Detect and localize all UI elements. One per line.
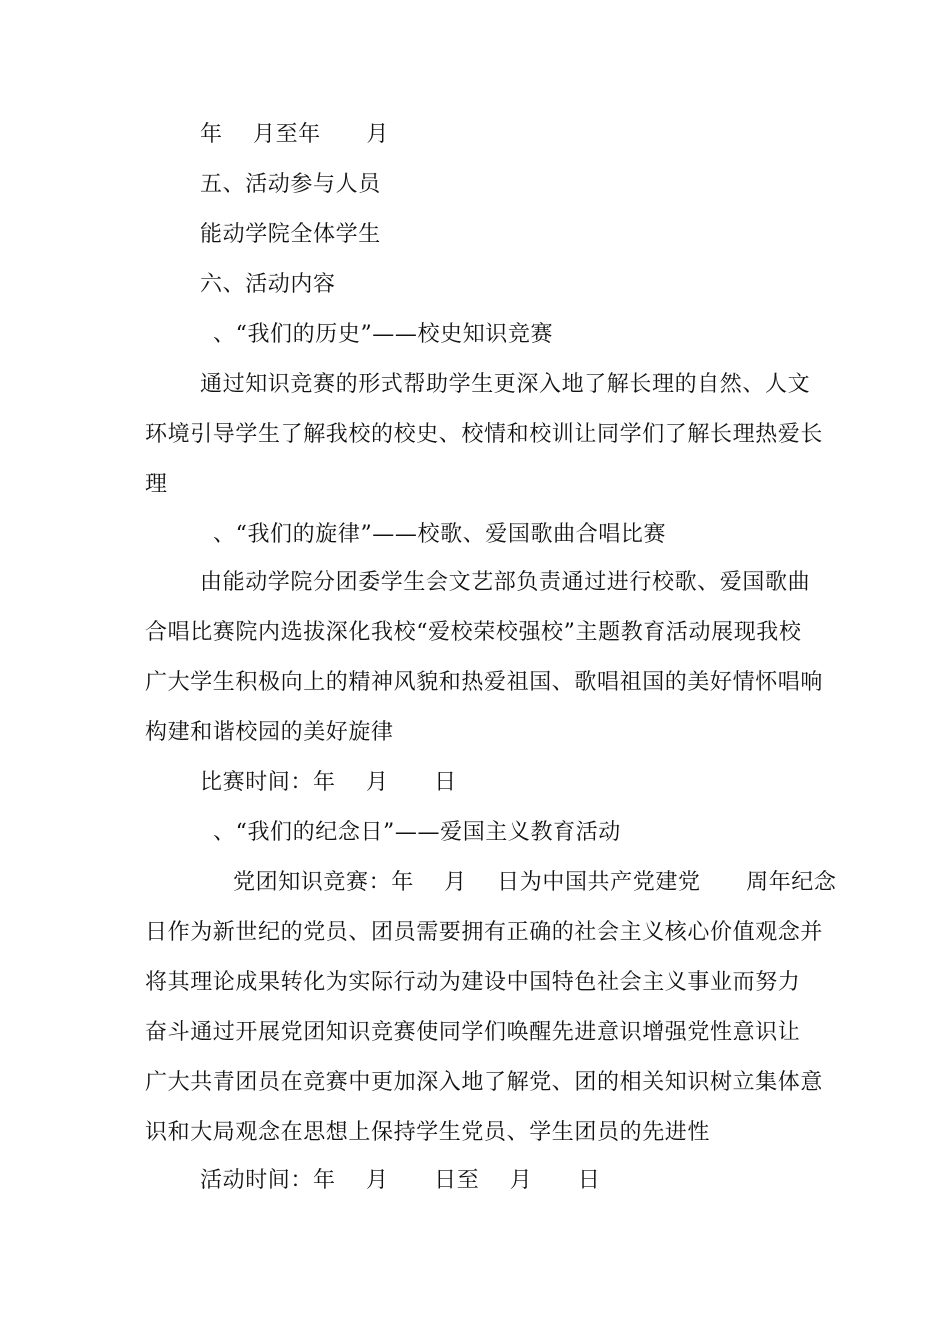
paragraph-line: 党团知识竞赛：年 月 日为中国共产党建党 周年纪念 (233, 870, 837, 895)
subsection-heading: 、“我们的纪念日”——爱国主义教育活动 (213, 820, 621, 845)
paragraph-line: 将其理论成果转化为实际行动为建设中国特色社会主义事业而努力 (145, 970, 801, 995)
subsection-heading: 、“我们的历史”——校史知识竞赛 (213, 322, 554, 347)
paragraph-line: 奋斗通过开展党团知识竞赛使同学们唤醒先进意识增强党性意识让 (145, 1020, 801, 1045)
paragraph-line: 环境引导学生了解我校的校史、校情和校训让同学们了解长理热爱长 (145, 422, 824, 447)
paragraph-line: 理 (145, 472, 168, 497)
paragraph-line: 广大学生积极向上的精神风貌和热爱祖国、歌唱祖国的美好情怀唱响 (145, 670, 824, 695)
text-line: 能动学院全体学生 (200, 222, 381, 247)
paragraph-line: 合唱比赛院内选拔深化我校“爱校荣校强校”主题教育活动展现我校 (145, 620, 802, 645)
paragraph-line: 通过知识竞赛的形式帮助学生更深入地了解长理的自然、人文 (200, 372, 811, 397)
text-line: 活动时间：年 月 日至 月 日 (200, 1168, 601, 1193)
paragraph-line: 日作为新世纪的党员、团员需要拥有正确的社会主义核心价值观念并 (145, 920, 824, 945)
paragraph-line: 广大共青团员在竞赛中更加深入地了解党、团的相关知识树立集体意 (145, 1070, 824, 1095)
paragraph-line: 由能动学院分团委学生会文艺部负责通过进行校歌、爱国歌曲 (200, 570, 811, 595)
paragraph-line: 识和大局观念在思想上保持学生党员、学生团员的先进性 (145, 1120, 711, 1145)
text-line: 年 月至年 月 (200, 122, 389, 147)
section-heading: 六、活动内容 (200, 272, 336, 297)
paragraph-line: 构建和谐校园的美好旋律 (145, 720, 394, 745)
section-heading: 五、活动参与人员 (200, 172, 381, 197)
text-line: 比赛时间：年 月 日 (200, 770, 457, 795)
subsection-heading: 、“我们的旋律”——校歌、爱国歌曲合唱比赛 (213, 522, 667, 547)
